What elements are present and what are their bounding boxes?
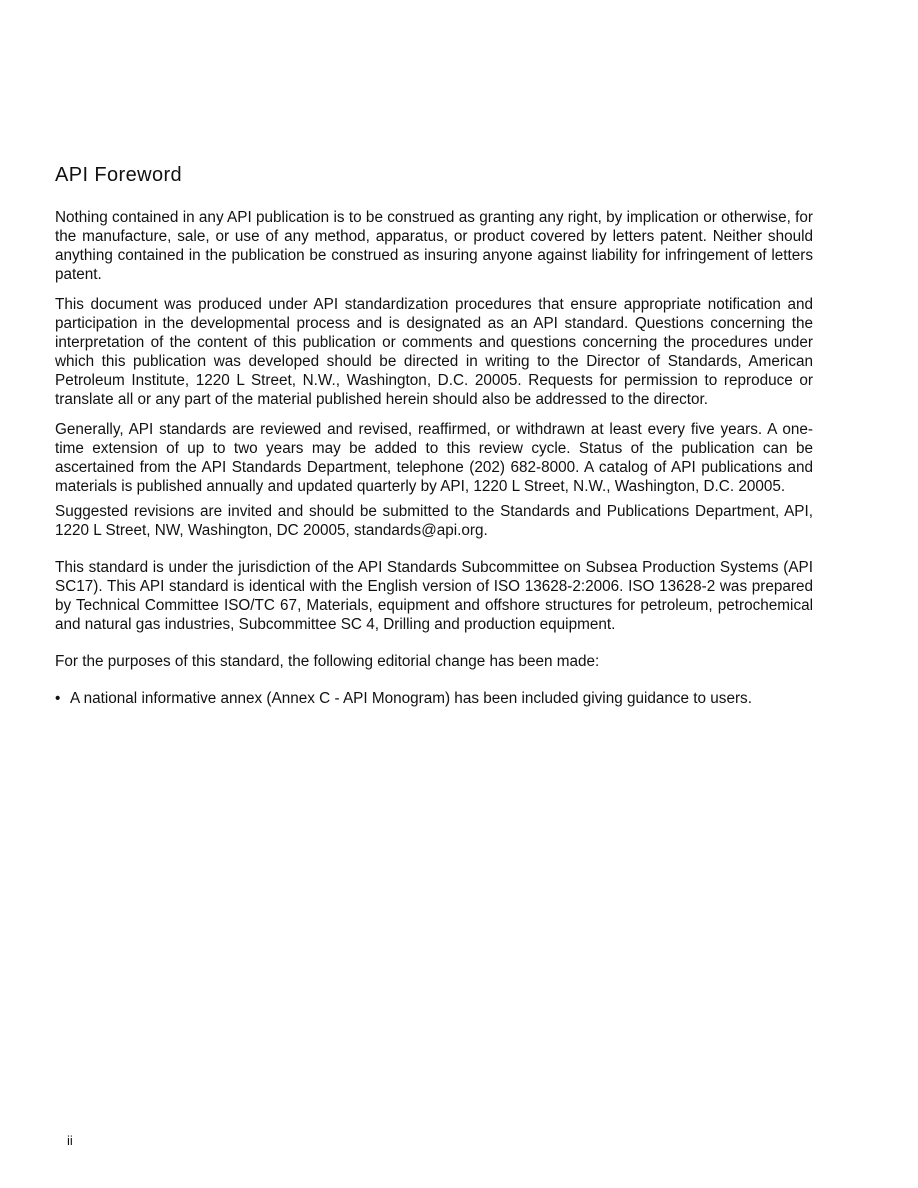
list-item-text: A national informative annex (Annex C - API Monogram) has been included giving guidance to users. xyxy=(70,690,752,707)
paragraph-editorial-change-intro: For the purposes of this standard, the following editorial change has been made: xyxy=(55,653,600,670)
paragraph-suggested-revisions: Suggested revisions are invited and should be submitted to the Standards and Publications Department, API, 1220 L Street, NW, Washington, DC 20005, standards@api.org. xyxy=(55,503,813,539)
page-title: API Foreword xyxy=(55,164,183,186)
editorial-change-list xyxy=(55,689,813,708)
paragraph-standardization-procedures: This document was produced under API standardization procedures that ensure appropriate notification and participation in the developmental process and is designated as an API standard. Questions concerning the interpretation of the content of this publication or comments and questions concerning the procedures under which this publication was developed should be directed in writing to the Director of Standards, American Petroleum Institute, 1220 L Street, N.W., Washington, D.C. 20005. Requests for permission to reproduce or translate all or any part of the material published herein should also be addressed to the director. xyxy=(55,296,813,408)
bullet-icon: • xyxy=(55,690,61,707)
paragraph-review-cycle: Generally, API standards are reviewed and revised, reaffirmed, or withdrawn at least every five years. A one-time extension of up to two years may be added to this review cycle. Status of the publication can be ascertained from the API Standards Department, telephone (202) 682-8000. A catalog of API publications and materials is published annually and updated quarterly by API, 1220 L Street, N.W., Washington, D.C. 20005. xyxy=(55,421,813,495)
paragraph-patent-disclaimer: Nothing contained in any API publication is to be construed as granting any right, by implication or otherwise, for the manufacture, sale, or use of any method, apparatus, or product covered by letters patent. Neither should anything contained in the publication be construed as insuring anyone against liability for infringement of letters patent. xyxy=(55,209,813,283)
document-body xyxy=(55,162,813,708)
paragraph-jurisdiction: This standard is under the jurisdiction of the API Standards Subcommittee on Subsea Production Systems (API SC17). This API standard is identical with the English version of ISO 13628-2:2006. ISO 13628-2 was prepared by Technical Committee ISO/TC 67, Materials, equipment and offshore structures for petroleum, petrochemical and natural gas industries, Subcommittee SC 4, Drilling and production equipment. xyxy=(55,559,813,633)
list-item xyxy=(55,689,813,708)
page-number: ii xyxy=(67,1133,73,1148)
